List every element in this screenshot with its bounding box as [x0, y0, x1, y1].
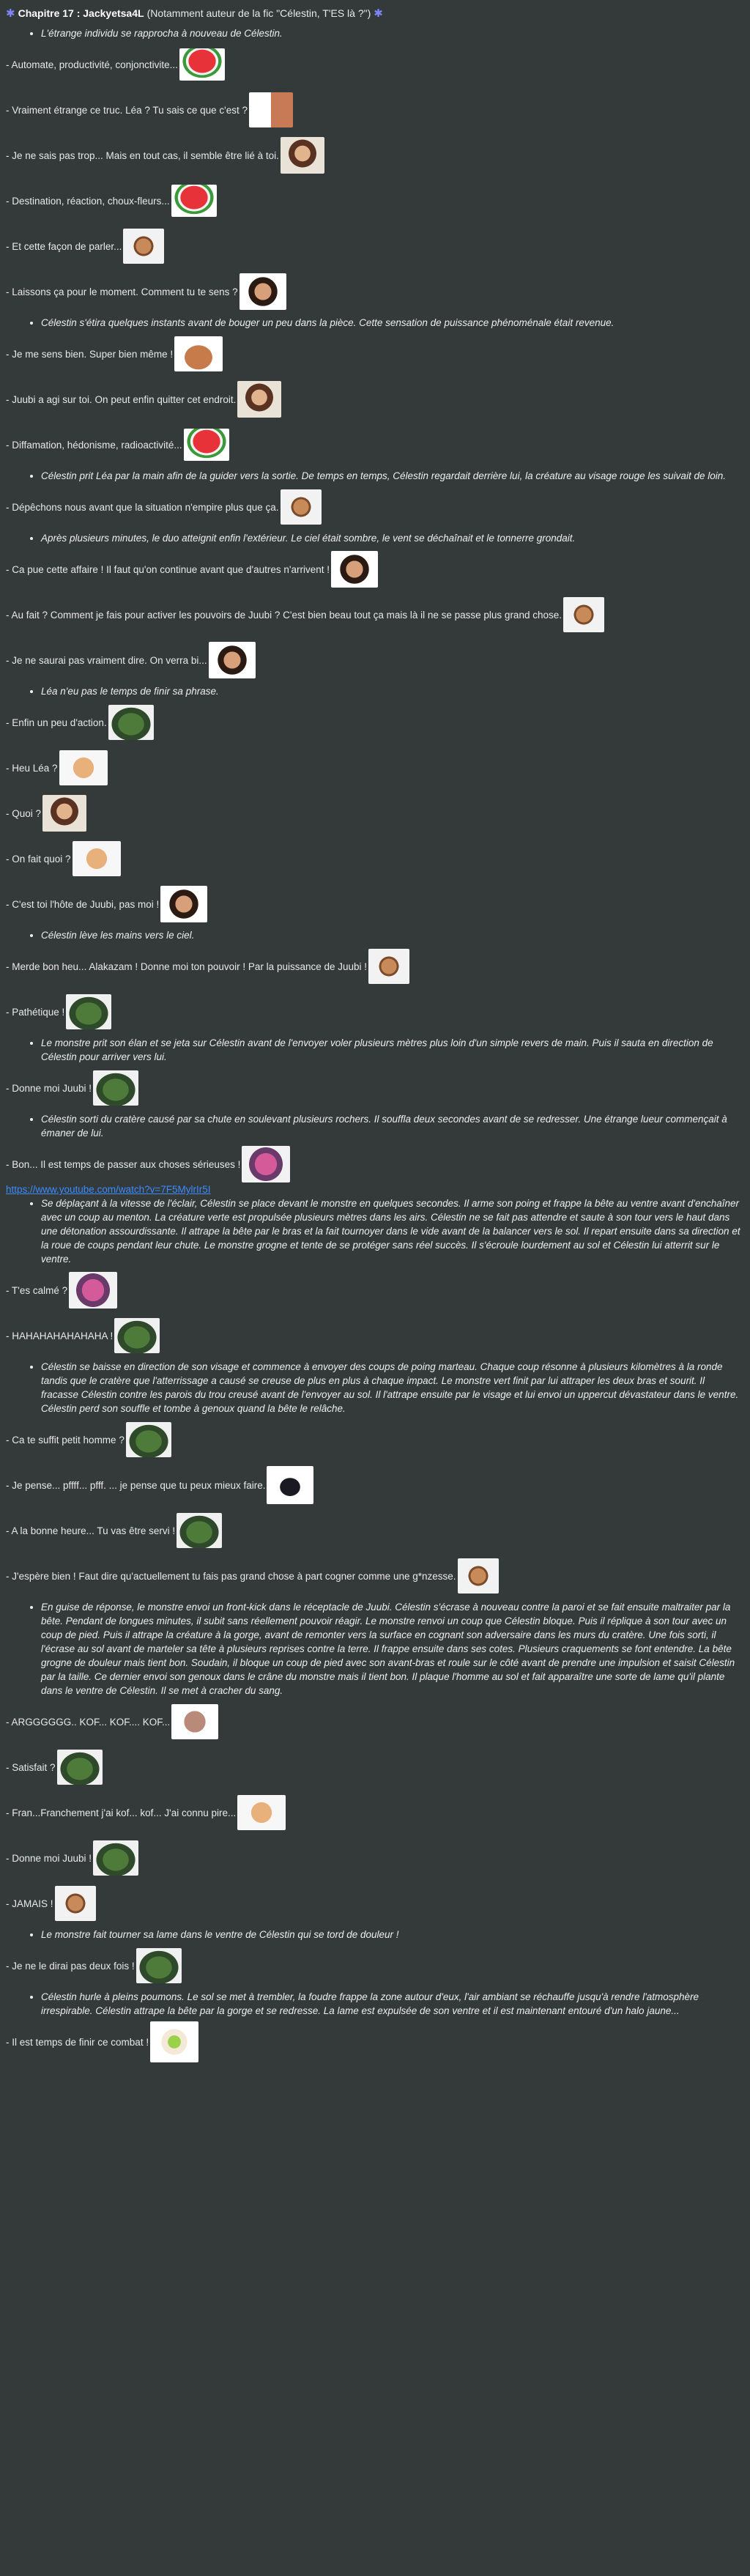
narration-item: • Le monstre prit son élan et se jeta sur Célestin avant de l'envoyer voler plusieurs mètres plus loin d'un simple revers de main. Puis il sauta en direction de Célestin pour arriver vers lui.	[41, 1036, 744, 1064]
dialogue-line	[6, 423, 744, 466]
dialogue-line	[6, 991, 744, 1033]
dialogue-text: - Et cette façon de parler...	[6, 240, 122, 252]
dialogue-text: - Ca te suffit petit homme ?	[6, 1434, 125, 1446]
dialogue-line	[6, 701, 744, 744]
narration-block	[6, 316, 744, 330]
avatar-man-icon	[55, 1886, 96, 1921]
avatar-q-icon	[249, 92, 293, 127]
dialogue-text: - T'es calmé ?	[6, 1284, 68, 1296]
dialogue-line	[6, 1944, 744, 1987]
dialogue-text: - Satisfait ?	[6, 1761, 56, 1773]
dialogue-text: - Laissons ça pour le moment. Comment tu te sens ?	[6, 286, 238, 297]
avatar-boy-icon	[73, 841, 121, 876]
dialogue-text: - Diffamation, hédonisme, radioactivité...	[6, 439, 182, 451]
dialogue-line	[6, 1791, 744, 1834]
avatar-melon-icon	[184, 429, 229, 461]
dialogue-text: - Au fait ? Comment je fais pour activer les pouvoirs de Juubi ? C'est bien beau tout ça mais là il ne se passe plus grand chose.	[6, 609, 562, 621]
narration-block	[6, 1928, 744, 1942]
dialogue-text: - Automate, productivité, conjonctivite...	[6, 59, 178, 70]
narration-block	[6, 531, 744, 545]
dialogue-text: - C'est toi l'hôte de Juubi, pas moi !	[6, 898, 160, 910]
dialogue-text: - HAHAHAHAHAHAHA !	[6, 1330, 114, 1341]
avatar-woman2-icon	[42, 795, 86, 832]
narration-block	[6, 1990, 744, 2018]
narration-item: • Célestin se baisse en direction de son visage et commence à envoyer des coups de poing marteau. Chaque coup résonne à plusieurs kilomètres à la ronde tandis que le cratère que l'atterrissage a causé se creuse de plus en plus à chaque impact. Le monstre vert finit par lui attraper les deux bras et sourit. Il fracasse Célestin contre les parois du trou creusé avant de l'envoyer au sol. Il l'attrape ensuite par le visage et lui envoi un uppercut dévastateur dans le ventre. Célestin perd son souffle et tombe à genoux quand la bête le relâche.	[41, 1360, 744, 1415]
dialogue-line	[6, 179, 744, 222]
chapter-title: Chapitre 17 : Jackyetsa4L	[18, 7, 144, 19]
dialogue-text: - ARGGGGGG.. KOF... KOF.... KOF...	[6, 1716, 171, 1728]
avatar-boy-icon	[59, 750, 108, 785]
avatar-boy-icon	[237, 1795, 286, 1830]
avatar-man-icon	[458, 1558, 499, 1594]
avatar-body-icon	[174, 336, 223, 371]
avatar-man-icon	[563, 597, 604, 632]
dialogue-text: - Donne moi Juubi !	[6, 1852, 92, 1864]
avatar-purple-icon	[69, 1272, 117, 1309]
narration-item: • Célestin prit Léa par la main afin de la guider vers la sortie. De temps en temps, Célestin regardait derrière lui, la créature au visage rouge les suivait de loin.	[41, 469, 744, 483]
dialogue-text: - Je me sens bien. Super bien même !	[6, 348, 174, 360]
dialogue-line	[6, 43, 744, 86]
dialogue-line	[6, 548, 744, 591]
avatar-melon-icon	[179, 48, 225, 81]
dialogue-line	[6, 1882, 744, 1925]
dialogue-line	[6, 333, 744, 375]
dialogue-line	[6, 837, 744, 880]
dialogue-line	[6, 378, 744, 421]
narration-item: • Après plusieurs minutes, le duo atteignit enfin l'extérieur. Le ciel était sombre, le vent se déchaînait et le tonnerre grondait.	[41, 531, 744, 545]
narration-block	[6, 928, 744, 942]
dialogue-line	[6, 270, 744, 313]
dialogue-text: - Destination, réaction, choux-fleurs...	[6, 195, 170, 207]
story-body	[6, 26, 744, 2063]
narration-item: • L'étrange individu se rapprocha à nouveau de Célestin.	[41, 26, 744, 40]
avatar-woman-icon	[240, 273, 286, 310]
avatar-woman2-icon	[281, 137, 324, 174]
star-icon: ✱	[374, 7, 383, 20]
dialogue-text: - Je ne saurai pas vraiment dire. On verra bi...	[6, 654, 207, 666]
chapter-subtitle: (Notamment auteur de la fic "Célestin, T'ES là ?")	[146, 7, 371, 19]
avatar-man-icon	[368, 949, 409, 984]
avatar-hulk-icon	[114, 1318, 160, 1353]
narration-item: • En guise de réponse, le monstre envoi un front-kick dans le réceptacle de Juubi. Célestin s'écrase à nouveau contre la paroi et se fait ensuite maltraiter par la bête. Pendant de longues minutes, il subit sans réellement pouvoir réagir. Le monstre renvoi un coup que Célestin bloque. Puis il réplique à son tour avec un coup de pied. Puis il attrape la créature à la gorge, avant de remonter vers la surface en cognant son adversaire dans les murs du cratère. Une fois sorti, il l'écrase au sol avant de marteler sa tête à plusieurs reprises contre la terre. Il frappe ensuite dans ses cotes. Plusieurs craquements se font entendre. La bête grogne de douleur mais tient bon. Soudain, il bloque un coup de pied avec son avant-bras et roule sur le côté avant de prendre une impulsion et saisit Célestin par la taille. Ce dernier envoi son genoux dans le crâne du monstre mais il tient bon. Il plaque l'homme au sol et fait apparaître une sorte de lame qu'il plante dans le ventre de Célestin. Il se met à cracher du sang.	[41, 1600, 744, 1698]
dialogue-line	[6, 1464, 744, 1506]
dialogue-line	[6, 945, 744, 988]
youtube-link[interactable]: https://www.youtube.com/watch?v=7F5MylrIr5I	[6, 1184, 211, 1195]
dialogue-line	[6, 1746, 744, 1788]
avatar-dark-icon	[267, 1466, 313, 1504]
narration-item: • Célestin hurle à pleins poumons. Le sol se met à trembler, la foudre frappe la zone autour d'eux, l'air ambiant se réchauffe jusqu'à rendre l'atmosphère irrespirable. Célestin attrape la bête par la gorge et se redresse. La lame est expulsée de son ventre et il est maintenant entouré d'un halo jaune...	[41, 1990, 744, 2018]
dialogue-line	[6, 1067, 744, 1109]
dialogue-line	[6, 1555, 744, 1597]
avatar-hulk-icon	[93, 1070, 138, 1106]
narration-block	[6, 1600, 744, 1698]
narration-item: • Le monstre fait tourner sa lame dans le ventre de Célestin qui se tord de douleur !	[41, 1928, 744, 1942]
narration-block	[6, 1360, 744, 1415]
dialogue-line	[6, 1269, 744, 1311]
dialogue-line	[6, 1418, 744, 1461]
dialogue-line	[6, 2021, 744, 2063]
dialogue-text: - Donne moi Juubi !	[6, 1082, 92, 1094]
dialogue-text: - J'espère bien ! Faut dire qu'actuellement tu fais pas grand chose à part cogner comme une g*nzesse.	[6, 1570, 456, 1582]
narration-block	[6, 1112, 744, 1140]
avatar-clown-icon	[150, 2021, 198, 2062]
dialogue-line	[6, 486, 744, 528]
dialogue-line	[6, 89, 744, 131]
avatar-woman-icon	[160, 886, 207, 922]
narration-block	[6, 684, 744, 698]
narration-item: • Célestin s'étira quelques instants avant de bouger un peu dans la pièce. Cette sensation de puissance phénoménale était revenue.	[41, 316, 744, 330]
narration-item: • Célestin lève les mains vers le ciel.	[41, 928, 744, 942]
dialogue-text: - Je ne sais pas trop... Mais en tout cas, il semble être lié à toi.	[6, 149, 279, 161]
dialogue-line	[6, 639, 744, 681]
dialogue-line	[6, 1837, 744, 1879]
narration-block	[6, 469, 744, 483]
avatar-woman-icon	[209, 642, 256, 678]
dialogue-text: - Enfin un peu d'action.	[6, 717, 107, 728]
avatar-hulk-icon	[136, 1948, 182, 1983]
dialogue-line	[6, 593, 744, 636]
dialogue-text: - Ca pue cette affaire ! Il faut qu'on continue avant que d'autres n'arrivent !	[6, 563, 330, 575]
dialogue-text: - Vraiment étrange ce truc. Léa ? Tu sais ce que c'est ?	[6, 104, 248, 116]
dialogue-text: - JAMAIS !	[6, 1898, 53, 1909]
avatar-woman2-icon	[237, 381, 281, 418]
avatar-hulk-icon	[177, 1513, 222, 1548]
avatar-hulk-icon	[108, 705, 154, 740]
avatar-man-icon	[281, 489, 322, 525]
avatar-man-icon	[123, 229, 164, 264]
dialogue-text: - Quoi ?	[6, 807, 42, 819]
dialogue-line	[6, 1700, 744, 1743]
dialogue-line	[6, 792, 744, 834]
chapter-header	[6, 1, 744, 25]
avatar-hand-icon	[171, 1704, 218, 1739]
dialogue-text: - Bon... Il est temps de passer aux choses sérieuses !	[6, 1158, 241, 1170]
dialogue-text: - Fran...Franchement j'ai kof... kof... J'ai connu pire...	[6, 1807, 237, 1818]
avatar-melon-icon	[171, 185, 217, 217]
dialogue-line	[6, 1314, 744, 1357]
narration-item: • Célestin sorti du cratère causé par sa chute en soulevant plusieurs rochers. Il souffla deux secondes avant de se redresser. Une étrange lueur commençait à émaner de lui.	[41, 1112, 744, 1140]
avatar-hulk-icon	[66, 994, 111, 1029]
narration-block	[6, 1036, 744, 1064]
narration-block	[6, 26, 744, 40]
dialogue-line	[6, 747, 744, 789]
dialogue-line	[6, 1509, 744, 1552]
narration-item: • Se déplaçant à la vitesse de l'éclair, Célestin se place devant le monstre en quelques secondes. Il arme son poing et frappe la bête au ventre avant d'enchaîner avec un coup au menton. La créature verte est propulsée plusieurs mètres dans les airs. Célestin ne se fait pas attendre et saute à son tour vers le haut dans une détonation assourdissante. Il attrape la bête par le bras et la fait tournoyer dans le vide avant de la balancer vers le sol. Il repart ensuite dans sa direction et la roue de coups pendant leur chute. Le monstre grogne et tente de se protéger sans réel succès. Il s'écroule lourdement au sol et Célestin lui atterrit sur le ventre.	[41, 1196, 744, 1266]
dialogue-text: - Je pense... pffff... pfff. ... je pense que tu peux mieux faire.	[6, 1479, 266, 1491]
dialogue-text: - Juubi a agi sur toi. On peut enfin quitter cet endroit.	[6, 393, 237, 405]
dialogue-text: - On fait quoi ?	[6, 853, 71, 865]
dialogue-line	[6, 225, 744, 267]
dialogue-text: - Pathétique !	[6, 1006, 65, 1018]
narration-block	[6, 1196, 744, 1266]
avatar-hulk-icon	[126, 1422, 171, 1457]
dialogue-text: - A la bonne heure... Tu vas être servi !	[6, 1525, 176, 1536]
dialogue-line	[6, 134, 744, 177]
avatar-hulk-icon	[57, 1750, 103, 1785]
avatar-purple-icon	[242, 1146, 290, 1182]
avatar-hulk-icon	[93, 1840, 138, 1876]
dialogue-text: - Il est temps de finir ce combat !	[6, 2036, 149, 2048]
dialogue-text: - Dépêchons nous avant que la situation n'empire plus que ça.	[6, 501, 279, 513]
dialogue-text: - Heu Léa ?	[6, 762, 58, 774]
dialogue-text: - Je ne le dirai pas deux fois !	[6, 1960, 135, 1972]
narration-item: • Léa n'eu pas le temps de finir sa phrase.	[41, 684, 744, 698]
dialogue-line	[6, 883, 744, 925]
dialogue-line	[6, 1143, 744, 1185]
avatar-woman-icon	[331, 551, 378, 588]
star-icon: ✱	[6, 7, 15, 20]
dialogue-text: - Merde bon heu... Alakazam ! Donne moi ton pouvoir ! Par la puissance de Juubi !	[6, 961, 368, 972]
